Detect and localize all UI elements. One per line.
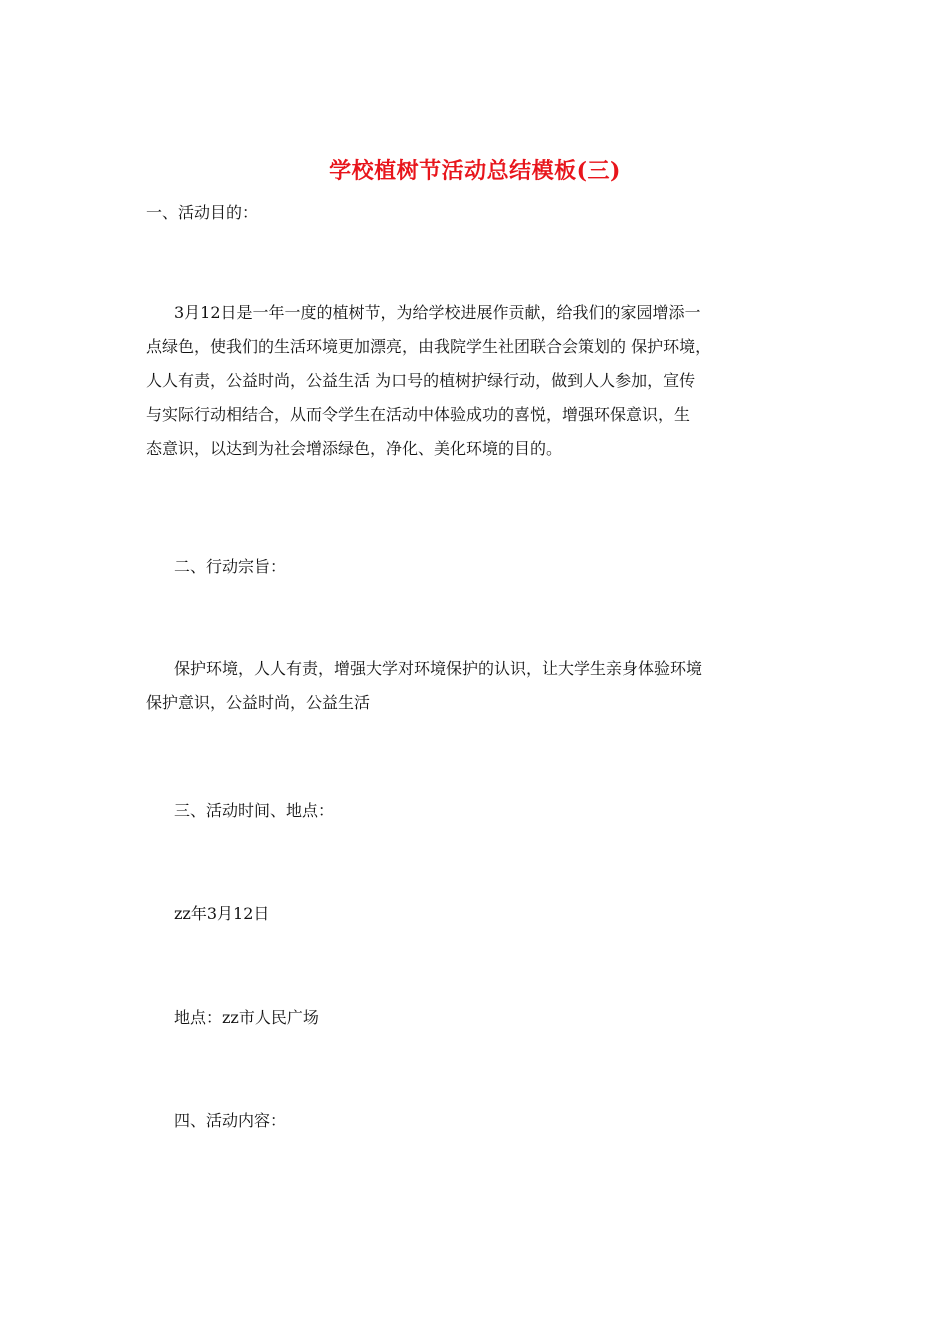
section-3-heading: 三、活动时间、地点：: [174, 801, 335, 820]
activity-date: zz年3月12日: [174, 904, 270, 923]
activity-place: 地点：zz市人民广场: [174, 1008, 319, 1027]
document-title: 学校植树节活动总结模板(三): [329, 158, 621, 184]
paragraph-line: 态意识，以达到为社会增添绿色，净化、美化环境的目的。: [146, 439, 563, 458]
section-2-paragraph: [146, 652, 818, 720]
section-1-paragraph: [146, 296, 818, 466]
paragraph-line: 3月12日是一年一度的植树节，为给学校进展作贡献，给我们的家园增添一: [174, 303, 701, 322]
section-2-heading: 二、行动宗旨：: [174, 557, 287, 576]
paragraph-line: 保护环境，人人有责，增强大学对环境保护的认识，让大学生亲身体验环境: [174, 659, 703, 678]
section-1-heading: 一、活动目的：: [146, 203, 259, 222]
paragraph-line: 人人有责，公益时尚，公益生活 为口号的植树护绿行动，做到人人参加，宣传: [146, 371, 696, 390]
section-4-heading: 四、活动内容：: [174, 1111, 287, 1130]
paragraph-line: 与实际行动相结合，从而令学生在活动中体验成功的喜悦，增强环保意识，生: [146, 405, 691, 424]
paragraph-line: 点绿色，使我们的生活环境更加漂亮，由我院学生社团联合会策划的 保护环境，: [146, 337, 712, 356]
paragraph-line: 保护意识，公益时尚，公益生活: [146, 693, 371, 712]
